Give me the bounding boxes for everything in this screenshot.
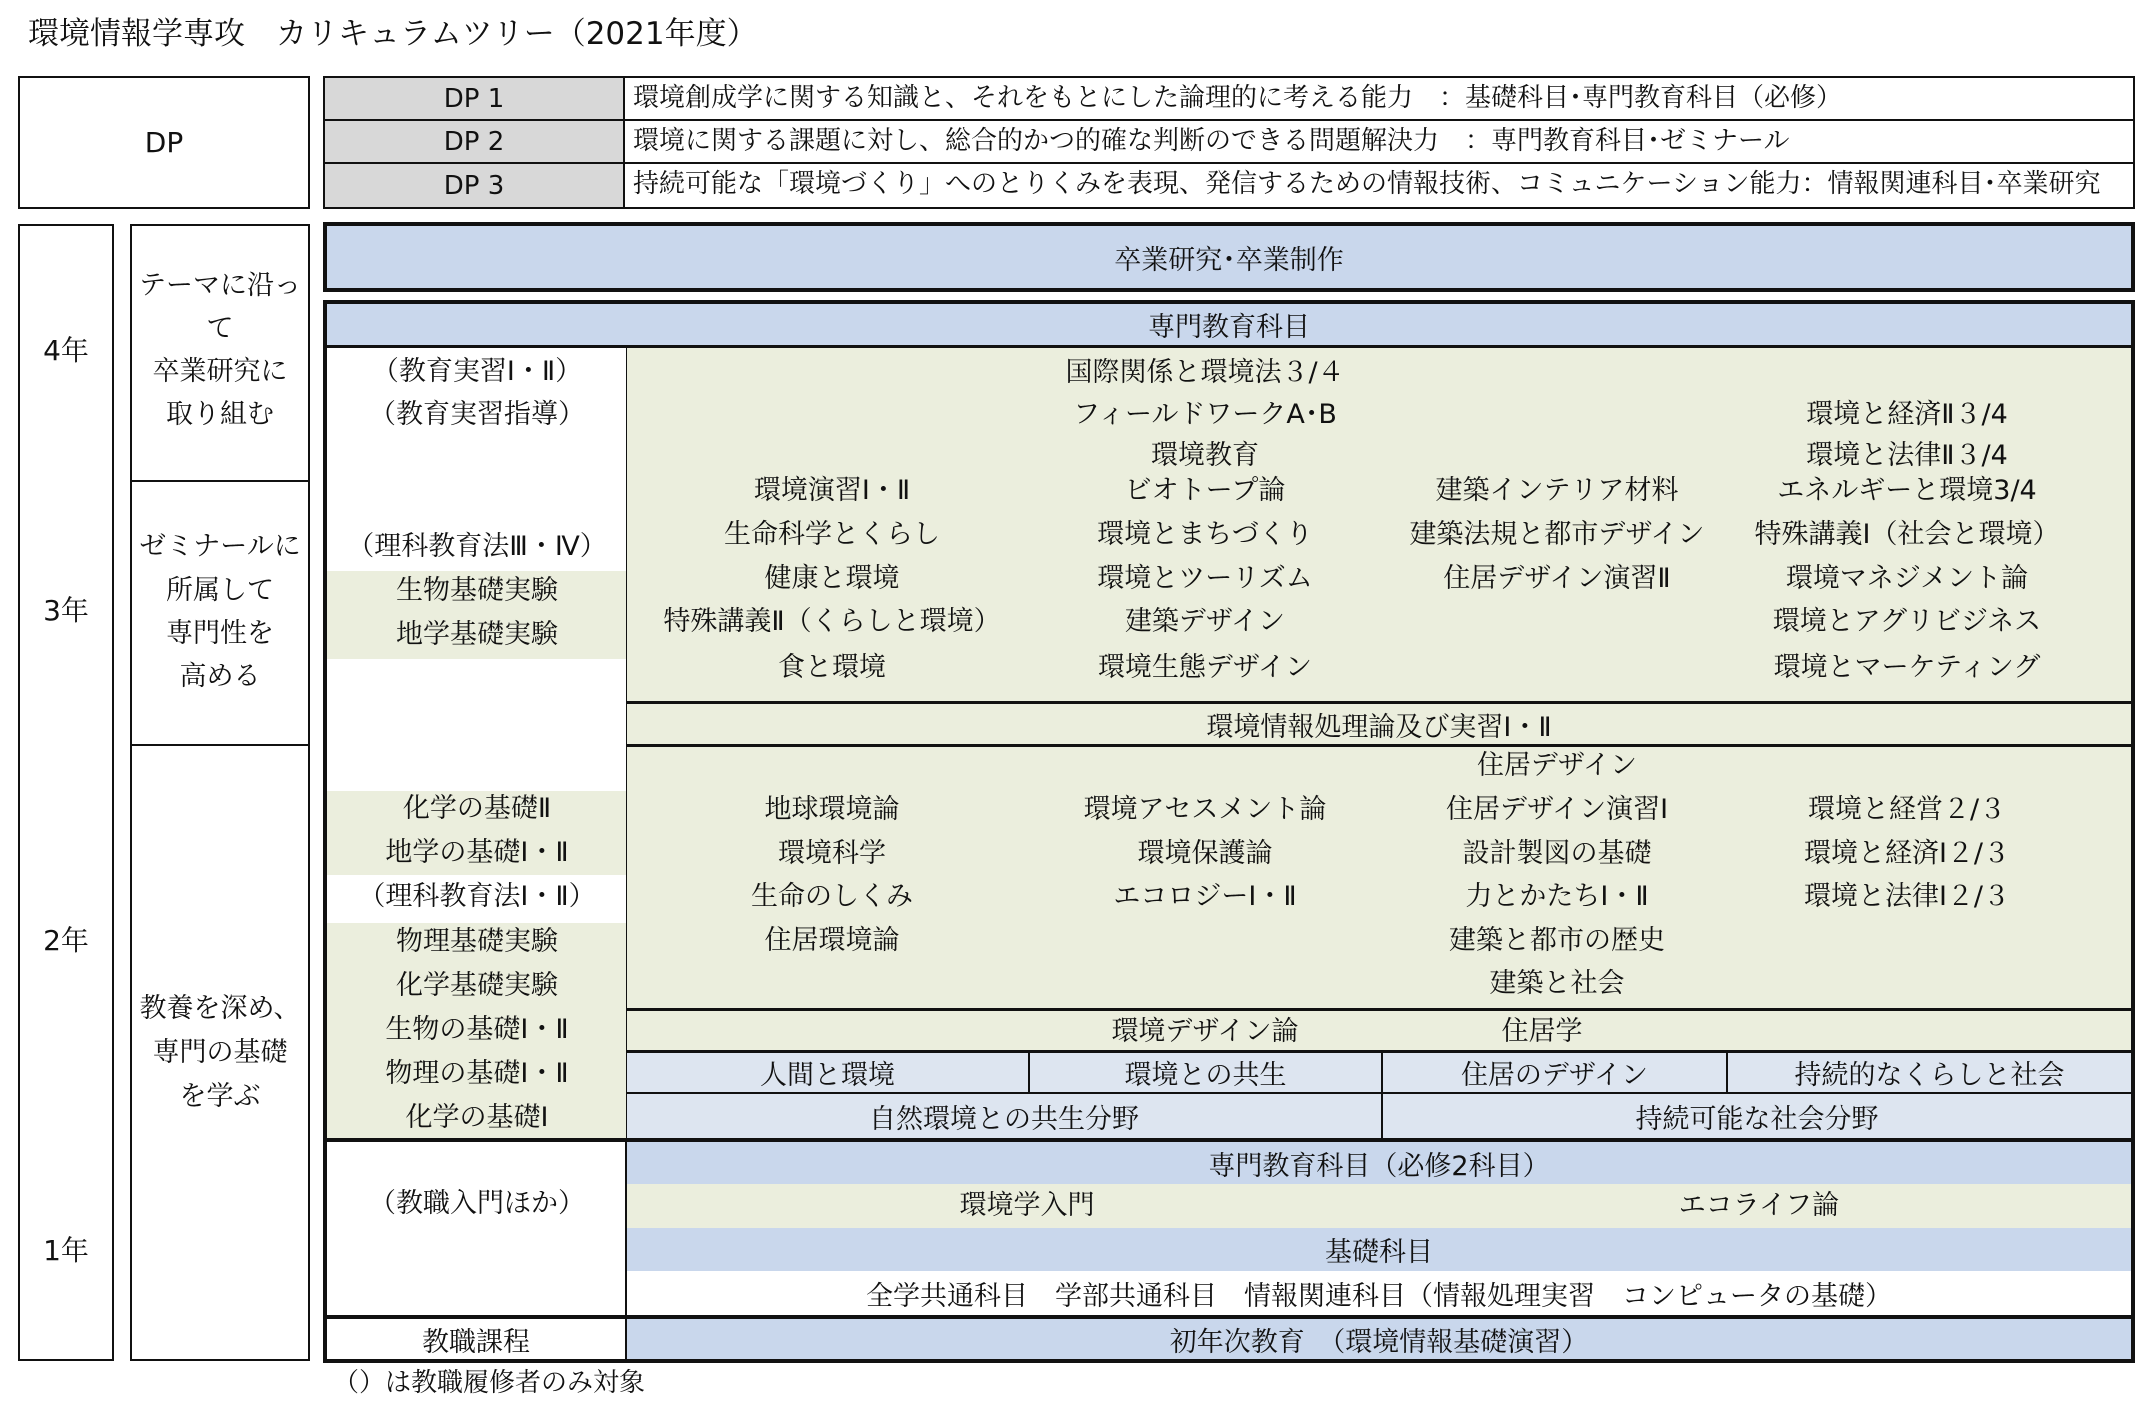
kyoshoku-item: （理科教育法Ⅰ・Ⅱ） — [358, 881, 596, 912]
first-year-cell — [627, 1319, 2131, 1359]
bottom-row — [323, 1315, 2135, 1363]
course-item: 環境マネジメント論 — [1785, 563, 2029, 594]
footnote: （）は教職履修者のみ対象 — [333, 1368, 646, 1398]
stage-divider — [132, 744, 308, 746]
field-label: 持続的なくらしと社会 — [1794, 1060, 2065, 1091]
course-item: 環境アセスメント論 — [1083, 794, 1327, 825]
course-item: 環境保護論 — [1137, 838, 1273, 869]
stage1-line2: て — [206, 313, 234, 344]
required-courses-row — [627, 1184, 2131, 1228]
course-item: エコロジーⅠ・Ⅱ — [1113, 881, 1297, 912]
course-item: ビオトープ論 — [1124, 475, 1286, 506]
course-item: フィールドワークA･B — [1073, 399, 1337, 430]
design-row — [627, 1008, 2131, 1050]
year-2: 2年 — [43, 924, 89, 957]
course-item: 住居デザイン — [1476, 750, 1638, 781]
course-item: 食と環境 — [778, 652, 886, 683]
kiso-header: 基礎科目 — [1325, 1237, 1433, 1268]
dp-label-cell — [18, 76, 310, 209]
field-cell — [1383, 1053, 1728, 1092]
course-item: 生命のしくみ — [751, 881, 913, 912]
course-item: 生命科学とくらし — [724, 519, 940, 550]
course-item: エコライフ論 — [1678, 1190, 1840, 1221]
dp1-id: DP 1 — [443, 83, 505, 114]
course-item: 環境と経済Ⅰ２/３ — [1803, 838, 2011, 869]
year-column — [18, 224, 114, 1361]
year-3: 3年 — [43, 594, 89, 627]
stage1-line1: テーマに沿っ — [139, 270, 301, 301]
kyoshoku-item: 物理の基礎Ⅰ・Ⅱ — [385, 1058, 569, 1089]
senmon-header: 専門教育科目 — [1148, 312, 1310, 343]
field-group-cell — [1383, 1094, 2131, 1138]
course-item: 建築デザイン — [1124, 606, 1286, 637]
stage2-line2: 所属して — [166, 575, 274, 606]
info-course-row — [627, 704, 2131, 747]
course-item: 環境と経済Ⅱ３/4 — [1806, 399, 2008, 430]
kyoshoku-item: （教育実習Ⅰ・Ⅱ） — [371, 356, 583, 387]
kiso-courses-row — [627, 1271, 2131, 1315]
kyoshoku-item: （教育実習指導） — [369, 399, 585, 430]
course-item: 環境と法律Ⅰ２/３ — [1803, 881, 2011, 912]
year-4: 4年 — [43, 334, 89, 367]
course-item: エネルギーと環境3/4 — [1777, 475, 2037, 506]
field-group-label: 自然環境との共生分野 — [869, 1103, 1139, 1135]
dp3-text: 持続可能な「環境づくり」へのとりくみを表現、発信するための情報技術、コミュニケーション能力：情報関連科目･卒業研究 — [633, 169, 2101, 199]
course-item: 環境と経営２/３ — [1807, 794, 2007, 825]
kyoshoku-item: 生物の基礎Ⅰ・Ⅱ — [385, 1014, 569, 1045]
stage-column — [130, 224, 310, 1361]
lower-course-area — [627, 747, 2131, 1008]
course-item: 健康と環境 — [764, 563, 900, 594]
kyoshoku-item: 化学の基礎Ⅱ — [402, 793, 552, 824]
field-group-label: 持続可能な社会分野 — [1635, 1103, 1879, 1135]
kyoshoku-label: 教職課程 — [422, 1326, 530, 1358]
course-item: 環境とマーケティング — [1773, 652, 2041, 683]
course-item: 住居環境論 — [764, 925, 900, 956]
dp2-id-cell — [325, 121, 625, 164]
graduation-research-box — [323, 222, 2135, 292]
stage2-line1: ゼミナールに — [139, 531, 301, 562]
course-item: 建築インテリア材料 — [1435, 475, 1679, 506]
dp2-id: DP 2 — [443, 126, 505, 157]
fields-row — [627, 1050, 2131, 1094]
kyoshoku-item: （教職入門ほか） — [369, 1188, 585, 1219]
stage2-line4: 高める — [179, 661, 261, 692]
dp2-text: 環境に関する課題に対し、総合的かつ的確な判断のできる問題解決力 ：専門教育科目･ゼミナール — [625, 121, 2133, 164]
stage3-line3: を学ぶ — [179, 1081, 261, 1112]
kiso-header-row — [627, 1228, 2131, 1271]
field-cell — [1728, 1053, 2131, 1092]
field-cell — [1030, 1053, 1383, 1092]
course-item: 環境とアグリビジネス — [1772, 606, 2042, 637]
course-item: 環境学入門 — [959, 1190, 1095, 1221]
course-item: 建築法規と都市デザイン — [1409, 519, 1705, 550]
course-item: 設計製図の基礎 — [1462, 838, 1652, 869]
course-item: 特殊講義Ⅰ（社会と環境） — [1754, 519, 2060, 550]
course-item: 環境演習Ⅰ・Ⅱ — [753, 475, 911, 506]
field-label: 人間と環境 — [760, 1060, 895, 1091]
kyoshoku-item: 地学の基礎Ⅰ・Ⅱ — [385, 837, 569, 868]
field-groups-row — [627, 1094, 2131, 1138]
dp-table — [323, 76, 2135, 209]
course-item: 環境とツーリズム — [1097, 563, 1313, 594]
curriculum-main-box — [323, 300, 2135, 1319]
stage-divider — [132, 480, 308, 482]
course-item: 地球環境論 — [764, 794, 900, 825]
field-label: 環境との共生 — [1124, 1060, 1287, 1091]
kyoshoku-item: 化学の基礎Ⅰ — [405, 1102, 549, 1133]
kyoshoku-item: 生物基礎実験 — [396, 575, 558, 606]
graduation-research: 卒業研究･卒業制作 — [1114, 244, 1344, 276]
required-header: 専門教育科目（必修2科目） — [1208, 1150, 1550, 1182]
stage1-line4: 取り組む — [166, 399, 274, 430]
course-item: 環境科学 — [778, 838, 886, 869]
kyoshoku-label-cell — [327, 1319, 627, 1359]
senmon-header-cell — [327, 304, 2131, 348]
kyoshoku-year1-cell — [327, 1142, 627, 1315]
course-item: 環境とまちづくり — [1097, 519, 1313, 550]
field-label: 住居のデザイン — [1460, 1060, 1649, 1091]
stage3-line1: 教養を深め、 — [139, 993, 301, 1024]
field-group-cell — [627, 1094, 1383, 1138]
course-item: 環境教育 — [1151, 440, 1259, 471]
kyoshoku-item: 地学基礎実験 — [396, 619, 558, 650]
course-item: 環境生態デザイン — [1097, 652, 1313, 683]
year-1: 1年 — [43, 1234, 89, 1267]
course-item: 力とかたちⅠ・Ⅱ — [1465, 881, 1649, 912]
course-item: 住居学 — [1501, 1016, 1583, 1047]
required-header-row — [627, 1142, 2131, 1184]
course-item: 建築と社会 — [1489, 968, 1625, 999]
course-item: 環境と法律Ⅱ３/4 — [1806, 440, 2008, 471]
course-item: 特殊講義Ⅱ（くらしと環境） — [663, 606, 1001, 637]
course-item: 建築と都市の歴史 — [1449, 925, 1665, 956]
upper-course-area — [627, 348, 2131, 704]
dp1-id-cell — [325, 78, 625, 121]
kyoshoku-item: 物理基礎実験 — [396, 926, 558, 957]
kyoshoku-item: 化学基礎実験 — [396, 970, 558, 1001]
dp-label: DP — [144, 126, 184, 159]
course-item: 住居デザイン演習Ⅱ — [1443, 563, 1671, 594]
page-title: 環境情報学専攻 カリキュラムツリー（2021年度） — [28, 16, 758, 52]
stage1-line3: 卒業研究に — [152, 356, 288, 387]
info-course: 環境情報処理論及び実習Ⅰ・Ⅱ — [1206, 711, 1552, 743]
first-year-education: 初年次教育 （環境情報基礎演習） — [1169, 1326, 1589, 1358]
field-cell — [627, 1053, 1030, 1092]
kyoshoku-item: （理科教育法Ⅲ・Ⅳ） — [347, 531, 607, 562]
course-item: 環境デザイン論 — [1111, 1016, 1299, 1047]
dp3-id: DP 3 — [443, 170, 505, 201]
course-item: 国際関係と環境法３/４ — [1065, 357, 1345, 388]
stage3-line2: 専門の基礎 — [152, 1037, 288, 1068]
dp3-id-cell — [325, 164, 625, 207]
dp1-text: 環境創成学に関する知識と、それをもとにした論理的に考える能力 ：基礎科目･専門教育科目（必修） — [625, 78, 2133, 121]
stage2-line3: 専門性を — [166, 618, 274, 649]
course-item: 住居デザイン演習Ⅰ — [1445, 794, 1669, 825]
kiso-courses: 全学共通科目 学部共通科目 情報関連科目（情報処理実習 コンピュータの基礎） — [866, 1280, 1892, 1312]
